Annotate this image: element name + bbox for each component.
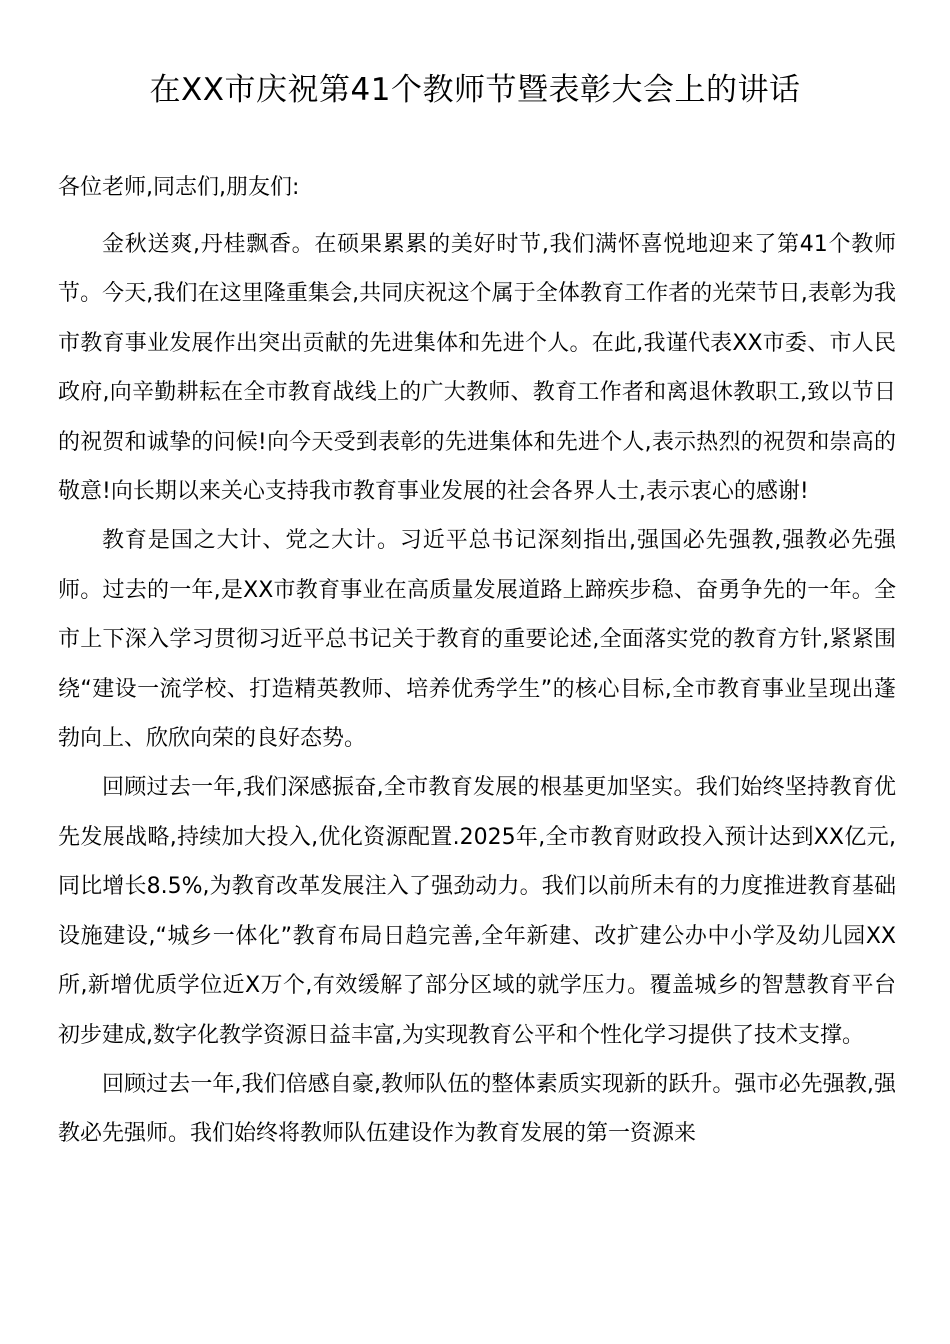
document-title: 在XX市庆祝第41个教师节暨表彰大会上的讲话 [149, 72, 801, 108]
salutation: 各位老师,同志们,朋友们: [58, 175, 300, 200]
document-body [58, 220, 896, 1159]
paragraph: 回顾过去一年,我们深感振奋,全市教育发展的根基更加坚实。我们始终坚持教育优先发展战略,持续加大投入,优化资源配置.2025年,全市教育财政投入预计达到XX亿元,同比增长8.5%,为教育改革发展注入了强劲动力。我们以前所未有的力度推进教育基础设施建设,“城乡一体化”教育布局日趋完善,全年新建、改扩建公办中小学及幼儿园XX所,新增优质学位近X万个,有效缓解了部分区域的就学压力。覆盖城乡的智慧教育平台初步建成,数字化教学资源日益丰富,为实现教育公平和个性化学习提供了技术支撑。 [58, 775, 896, 1048]
paragraph: 回顾过去一年,我们倍感自豪,教师队伍的整体素质实现新的跃升。强市必先强教,强教必先强师。我们始终将教师队伍建设作为教育发展的第一资源来 [58, 1071, 896, 1147]
paragraph: 金秋送爽,丹桂飘香。在硕果累累的美好时节,我们满怀喜悦地迎来了第41个教师节。今天,我们在这里隆重集会,共同庆祝这个属于全体教育工作者的光荣节日,表彰为我市教育事业发展作出突出贡献的先进集体和先进个人。在此,我谨代表XX市委、市人民政府,向辛勤耕耘在全市教育战线上的广大教师、教育工作者和离退休教职工,致以节日的祝贺和诚挚的问候!向今天受到表彰的先进集体和先进个人,表示热烈的祝贺和崇高的敬意!向长期以来关心支持我市教育事业发展的社会各界人士,表示衷心的感谢! [58, 232, 896, 505]
paragraph: 教育是国之大计、党之大计。习近平总书记深刻指出,强国必先强教,强教必先强师。过去的一年,是XX市教育事业在高质量发展道路上蹄疾步稳、奋勇争先的一年。全市上下深入学习贯彻习近平总书记关于教育的重要论述,全面落实党的教育方针,紧紧围绕“建设一流学校、打造精英教师、培养优秀学生”的核心目标,全市教育事业呈现出蓬勃向上、欣欣向荣的良好态势。 [58, 528, 896, 752]
